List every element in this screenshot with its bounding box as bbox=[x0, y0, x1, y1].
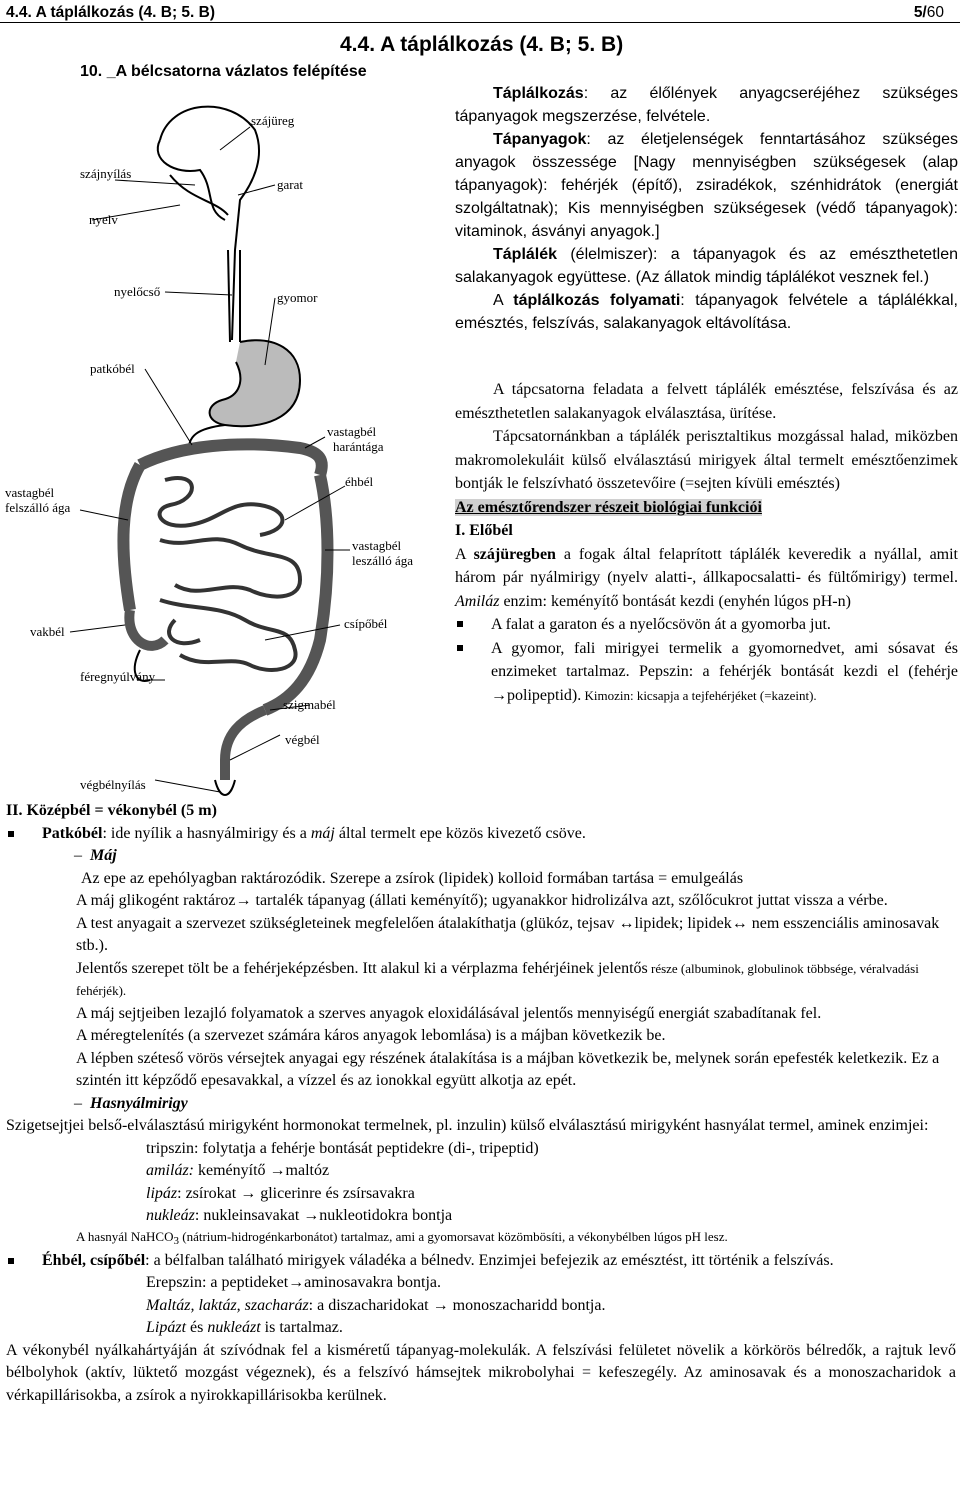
enzyme-tripszin: tripszin: folytatja a fehérje bontását peptidekre (di-, tripeptid) bbox=[146, 1139, 539, 1157]
digestive-tract-diagram bbox=[0, 80, 455, 800]
page-title: 4.4. A táplálkozás (4. B; 5. B) bbox=[340, 33, 624, 56]
hasnyalmirigy-title: – Hasnyálmirigy bbox=[74, 1094, 188, 1112]
transverse-colon bbox=[140, 444, 322, 475]
page-number: 5/60 bbox=[913, 4, 944, 21]
page-header bbox=[6, 3, 956, 23]
label-nyelv: nyelv bbox=[89, 212, 118, 227]
maj-line-2: A máj glikogént raktároz→ tartalék tápanyag (állati keményítő); ugyanakkor hidrolizálva azt, szőlőcukrot juttat vissza a vérbe. bbox=[76, 892, 888, 909]
hasnyal-line-1: Szigetsejtjei belső-elválasztású mirigyként hormonokat termelnek, pl. inzulin) külső elválasztású mirigyként hasnyálat termel, aminek enzimjei: bbox=[6, 1117, 929, 1134]
tongue-outline bbox=[170, 175, 228, 215]
label-vakbel: vakbél bbox=[30, 624, 65, 639]
maj-line-1: Az epe az epehólyagban raktározódik. Szerepe a zsírok (lipidek) kolloid formában tartása = emulgeálás bbox=[81, 869, 744, 887]
enzyme-disacharidazok: Maltáz, laktáz, szacharáz: a diszacharidokat → monoszacharidd bontja. bbox=[146, 1296, 606, 1314]
paragraph-tapanyagok: Tápanyagok: az életjelenségek fenntartásához szükséges anyagok összessége [Nagy mennyiségben szükségesek (alap tápanyagok): fehérjék (építő), zsiradékok, szénhidrátok (energiát szolgáltatnak); Kis mennyiségben szükségesek (védő tápanyagok): vitaminok, ásványi anyagok.] bbox=[455, 131, 958, 240]
label-csipobel: csípőbél bbox=[344, 616, 388, 631]
subheading-elobel: I. Előbél bbox=[455, 522, 513, 539]
ascending-colon bbox=[123, 465, 140, 610]
label-ehbel: éhbél bbox=[345, 474, 374, 489]
paragraph-perisztaltika: Tápcsatornánkban a táplálék perisztaltikus mozgással halad, miközben makromolekuláit külső elválasztású mirigyek által termelt emésztőenzimek bontják le felszívható összetevőire (=sejten kívüli emésztés) bbox=[455, 428, 958, 492]
label-vastagbel-harantaga: vastagbél harántága bbox=[327, 424, 384, 454]
paragraph-taplalkozas: Táplálkozás: az élőlények anyagcseréjéhez szükséges tápanyagok megszerzése, felvétele. bbox=[455, 85, 958, 125]
cecum bbox=[129, 610, 165, 646]
maj-title: – Máj bbox=[74, 847, 117, 864]
enzyme-amilaz: amiláz: keményítő →maltóz bbox=[146, 1162, 330, 1179]
mouth-outline bbox=[158, 140, 225, 220]
enzyme-lipaz: lipáz: zsírokat → glicerinre és zsírsavakra bbox=[146, 1184, 415, 1202]
definitions-block bbox=[455, 82, 958, 335]
label-szajureg: szájüreg bbox=[251, 113, 295, 128]
paragraph-folyamat: A táplálkozás folyamati: tápanyagok felvétele a táplálékkal, emésztés, felszívás, salakanyagok eltávolítása. bbox=[455, 292, 959, 332]
label-patkobel: patkóbél bbox=[90, 361, 135, 376]
label-vegbel: végbél bbox=[285, 732, 320, 747]
label-gyomor: gyomor bbox=[277, 290, 318, 305]
paragraph-taplalek: Táplálék (élelmiszer): a tápanyagok és az emészthetetlen salakanyagok együttese. (Az állatok mindig táplálékot vesznek fel.) bbox=[455, 246, 958, 286]
bullet-patkobel: Patkóbél: ide nyílik a hasnyálmirigy és a máj által termelt epe közös kivezető csöve. bbox=[6, 823, 956, 846]
bullet-garat: A falat a garaton és a nyelőcsövön át a gyomorba jut. bbox=[455, 613, 958, 637]
maj-line-5: A máj sejtjeiben lezajló folyamatok a szerves anyagok eloxidálásával jelentős mennyiségű energiát szabadítanak fel. bbox=[76, 1004, 822, 1022]
maj-line-3: A test anyagait a szervezet szükségleteinek megfelelően átalakíthatja (glükóz, tejsav ↔lipidek; lipidek↔ nem esszenciális aminosavak stb.). bbox=[76, 914, 940, 954]
subheading-kozepbel: II. Középbél = vékonybél (5 m) bbox=[6, 802, 217, 819]
enzyme-lipaz-nukleaz: Lipázt és nukleázt is tartalmaz. bbox=[146, 1319, 343, 1336]
bullet-ehbel: Éhbél, csípőbél: a bélfalban található mirigyek váladéka a bélnedv. Enzimjei befejezik az emésztést, itt történik a felszívás. bbox=[6, 1250, 956, 1273]
maj-line-7: A lépben széteső vörös vérsejtek anyagai egy részének átalakítása is a májban következik be, melynek során epefesték keletkezik. Ez a szintén itt képződő epesavakkal, a vízzel és az ionokkal együtt alkotja az epét. bbox=[76, 1049, 940, 1089]
paragraph-szajureg: A szájüregben a fogak által felaprított táplálék keveredik a nyállal, amit három pár nyálmirigy (nyelv alatti-, állkapocsalatti- és fültőmirigy) termel. Amiláz enzim: keményítő bontását kezdi (enyhén lúgos pH-n) bbox=[455, 545, 959, 610]
nahco3-note: A hasnyál NaHCO$_3$ (nátrium-hidrogénkarbonátot) tartalmaz, ami a gyomorsavat közömbösíti, a vékonybélben lúgos pH lesz. bbox=[76, 1228, 728, 1247]
section-heading: Az emésztőrendszer részeit biológiai funkciói bbox=[455, 498, 762, 516]
maj-line-6: A méregtelenítés (a szervezet számára káros anyagok lebomlása) is a májban következik be. bbox=[76, 1027, 666, 1044]
lower-section bbox=[6, 800, 956, 1407]
maj-line-4: Jelentős szerepet tölt be a fehérjeképzésben. Itt alakul ki a vérplazma fehérjéinek jelentős része (albuminok, globulinok többsége, véralvadási fehérjék). bbox=[76, 959, 919, 998]
label-garat: garat bbox=[277, 177, 303, 192]
header-title: 4.4. A táplálkozás (4. B; 5. B) bbox=[6, 4, 216, 21]
label-vegbelnyilas: végbélnyílás bbox=[80, 777, 146, 792]
label-leszallo-aga: vastagbél leszálló ága bbox=[352, 538, 413, 568]
label-feregnyulvany: féregnyúlvány bbox=[80, 669, 156, 684]
diagram-title: 10. _A bélcsatorna vázlatos felépítése bbox=[80, 63, 367, 80]
header-rule bbox=[0, 22, 960, 23]
small-intestine-loops bbox=[160, 478, 300, 670]
enzyme-erepszin: Erepszin: a peptideket→aminosavakra bontja. bbox=[146, 1274, 442, 1291]
anus bbox=[215, 780, 235, 795]
paragraph-tapcsatorna: A tápcsatorna feladata a felvett táplálék emésztése, felszívása és az emészthetetlen salakanyagok elválasztása, ürítése. bbox=[455, 381, 958, 422]
enzyme-nukleaz: nukleáz: nukleinsavakat →nukleotidokra bontja bbox=[146, 1207, 453, 1224]
stomach bbox=[210, 340, 300, 426]
final-paragraph: A vékonybél nyálkahártyáján át szívódnak fel a kisméretű tápanyag-molekulák. A felszívási felületet növelik a körkörös bélredők, a rajtuk levő bélbolyhok (aktív, lüktető mozgást végeznek), és a felszívó hámsejtek mikrobolyhai = kefeszegély. Az aminosavak és a monoszacharidok a vérkapillárisokba, a zsírok a nyirokkapillárisokba kerülnek. bbox=[6, 1341, 956, 1404]
pharynx-outline bbox=[160, 107, 259, 340]
label-nyelocso: nyelőcső bbox=[114, 284, 161, 299]
bullet-gyomor: A gyomor, fali mirigyei termelik a gyomornedvet, ami sósavat és enzimeket tartalmaz. Pepszin: a fehérjék bontását kezdi el (fehérje →polipeptid). Kimozin: kicsapja a tejfehérjéket (=kazeint). bbox=[455, 637, 958, 708]
label-szajnyilas: szájnyílás bbox=[80, 166, 132, 181]
function-block bbox=[455, 378, 958, 707]
label-szigmabel: szigmabél bbox=[283, 697, 336, 712]
label-felszallo-aga: vastagbél felszálló ága bbox=[5, 485, 71, 515]
